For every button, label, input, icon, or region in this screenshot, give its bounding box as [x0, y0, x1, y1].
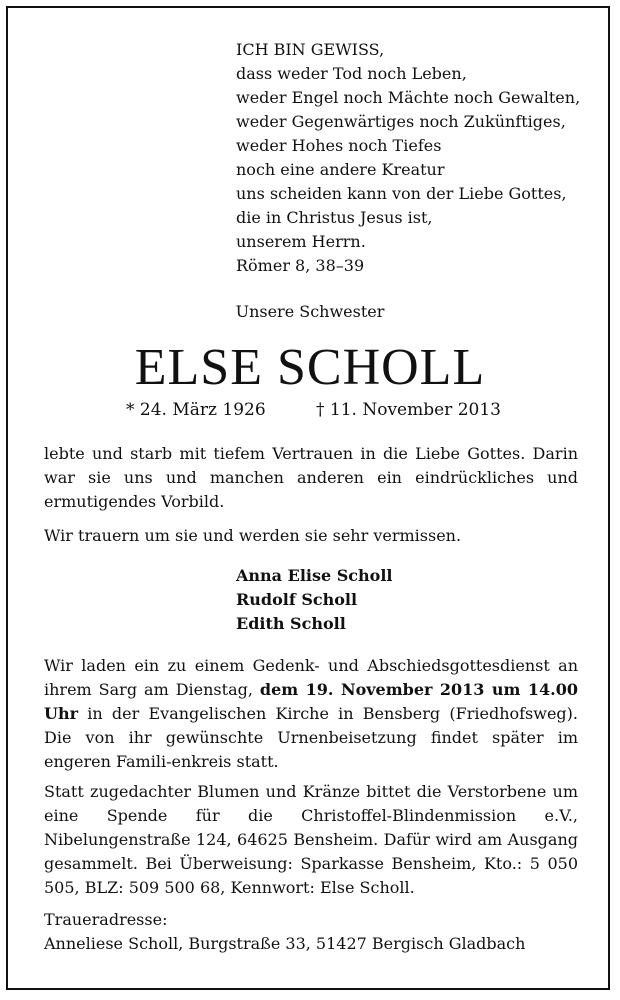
verse-line: weder Gegenwärtiges noch Zukünftiges,	[236, 112, 566, 131]
service-text-after: in der Evangelischen Kirche in Bensberg (Friedhofsweg). Die von ihr gewünschte Urnenbeisetzung findet später im engeren Famili-enkreis statt.	[44, 704, 578, 771]
tribute-paragraph: lebte und starb mit tiefem Vertrauen in die Liebe Gottes. Darin war sie uns und manchen anderen ein eindrückliches und ermutigendes Vorbild.	[44, 444, 578, 511]
signer-name: Edith Scholl	[236, 614, 346, 633]
birth-date: * 24. März 1926	[126, 400, 266, 420]
verse-line: weder Engel noch Mächte noch Gewalten,	[236, 88, 581, 107]
bible-verse	[236, 38, 580, 278]
service-date-time: dem 19. November 2013 um 14.00 Uhr	[44, 680, 578, 723]
verse-line: ICH BIN GEWISS,	[236, 40, 385, 59]
death-date: † 11. November 2013	[316, 400, 501, 420]
deceased-name: ELSE SCHOLL	[134, 339, 486, 396]
mourning-address: Anneliese Scholl, Burgstraße 33, 51427 Bergisch Gladbach	[44, 934, 526, 953]
address-label: Traueradresse:	[44, 910, 168, 929]
signer-name: Anna Elise Scholl	[236, 566, 393, 585]
service-paragraph	[44, 654, 578, 774]
intro-text: Unsere Schwester	[235, 302, 385, 321]
service-text-before: Wir laden ein zu einem Gedenk- und Abschiedsgottesdienst an ihrem Sarg am Dienstag,	[44, 656, 578, 699]
verse-line: dass weder Tod noch Leben,	[236, 64, 467, 83]
verse-line: uns scheiden kann von der Liebe Gottes,	[236, 184, 567, 203]
signers-list	[236, 564, 392, 636]
mourning-paragraph: Wir trauern um sie und werden sie sehr vermissen.	[44, 526, 462, 545]
verse-line: die in Christus Jesus ist,	[236, 208, 433, 227]
donation-paragraph: Statt zugedachter Blumen und Kränze bittet die Verstorbene um eine Spende für die Christoffel-Blindenmission e.V., Nibelungenstraße 124, 64625 Bensheim. Dafür wird am Ausgang gesammelt. Bei Überweisung: Sparkasse Bensheim, Kto.: 5 050 505, BLZ: 509 500 68, Kennwort: Else Scholl.	[44, 782, 578, 897]
verse-reference: Römer 8, 38–39	[236, 256, 365, 275]
signer-name: Rudolf Scholl	[236, 590, 358, 609]
verse-line: unserem Herrn.	[236, 232, 366, 251]
verse-line: noch eine andere Kreatur	[236, 160, 445, 179]
verse-line: weder Hohes noch Tiefes	[236, 136, 442, 155]
